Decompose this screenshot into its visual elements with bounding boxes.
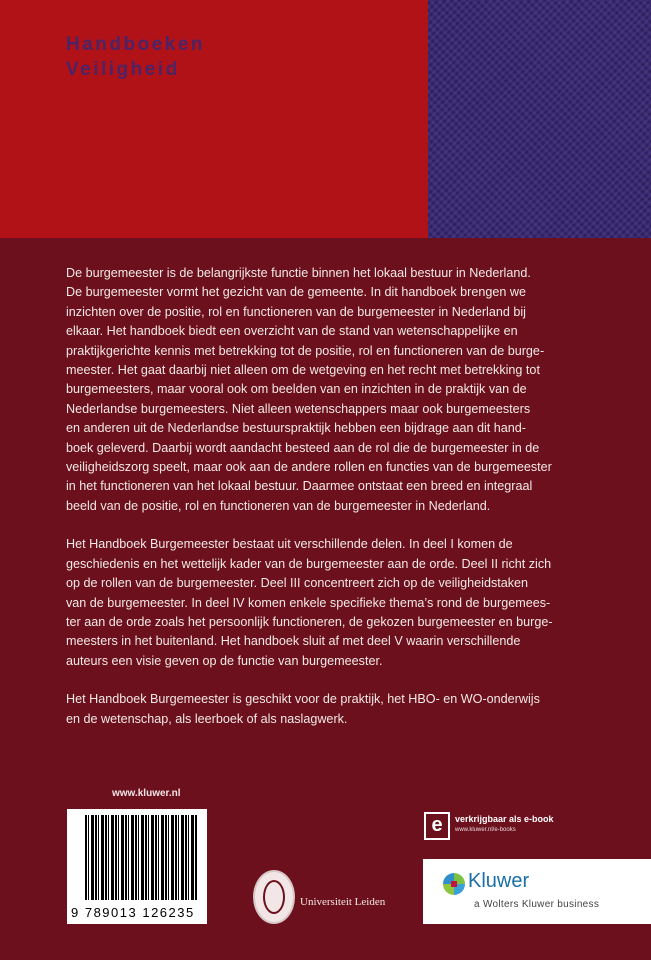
blurb-line: en de wetenschap, als leerboek of als naslagwerk. (66, 711, 348, 726)
cover-pattern-image (428, 0, 651, 238)
blurb-line: van de burgemeester. In deel IV komen enkele specifieke thema’s rond de burgemees- (66, 595, 551, 610)
blurb-line: in het functioneren van het lokaal bestuur. Daarmee ontstaat een breed en integraal (66, 479, 533, 494)
university-seal-icon (253, 870, 295, 924)
blurb-line: Nederlandse burgemeesters. Niet alleen wetenschappers maar ook burgemeesters (66, 401, 531, 416)
publisher-name: Kluwer (468, 870, 530, 892)
blurb-line: meesters in het buitenland. Het handboek sluit af met deel V waarin verschillende (66, 634, 521, 649)
blurb-line: en anderen uit de Nederlandse bestuurspraktijk hebben een bijdrage aan dit hand- (66, 421, 526, 436)
blurb-line: meester. Het gaat daarbij niet alleen om de wetgeving en het recht met betrekking tot (66, 363, 540, 378)
blurb-line: Het Handboek Burgemeester is geschikt voor de praktijk, het HBO- en WO-onderwijs (66, 692, 540, 707)
blurb-text (66, 264, 606, 748)
ebook-url: www.kluwer.nl/e-books (455, 827, 516, 833)
blurb-line: veiligheidszorg speelt, maar ook aan de andere rollen en functies van de burgemeester (66, 460, 552, 475)
blurb-paragraph (66, 690, 606, 729)
isbn-number: 9 789013 126235 (71, 905, 195, 920)
barcode-bars (85, 815, 197, 900)
blurb-line: burgemeesters, maar vooral ook om beelden van en inzichten in de praktijk van de (66, 382, 527, 397)
blurb-line: inzichten over de positie, rol en functioneren van de burgemeester in Nederland bij (66, 304, 526, 319)
kluwer-logo-icon (443, 873, 465, 895)
ebook-icon: e (424, 812, 450, 840)
university-name: Universiteit Leiden (300, 896, 386, 908)
blurb-line: auteurs een visie geven op de functie van burgemeester. (66, 653, 383, 668)
blurb-paragraph (66, 535, 606, 671)
blurb-line: op de rollen van de burgemeester. Deel III concentreert zich op de veiligheidstaken (66, 576, 529, 591)
series-title (66, 32, 205, 82)
blurb-line: elkaar. Het handboek biedt een overzicht van de stand van wetenschappelijke en (66, 324, 518, 339)
blurb-line: De burgemeester vormt het gezicht van de gemeente. In dit handboek brengen we (66, 285, 526, 300)
series-title-line: Handboeken (66, 34, 206, 55)
isbn-barcode (67, 809, 207, 924)
blurb-line: beeld van de positie, rol en functioneren van de burgemeester in Nederland. (66, 498, 491, 513)
blurb-line: boek geleverd. Daarbij wordt aandacht besteed aan de rol die de burgemeester in de (66, 440, 540, 455)
blurb-line: geschiedenis en het wettelijk kader van de burgemeester aan de orde. Deel II richt zich (66, 556, 552, 571)
blurb-line: ter aan de orde zoals het persoonlijk functioneren, de gekozen burgemeester en burge- (66, 614, 553, 629)
blurb-line: De burgemeester is de belangrijkste functie binnen het lokaal bestuur in Nederland. (66, 266, 531, 280)
publisher-subtitle: a Wolters Kluwer business (474, 899, 600, 910)
publisher-logo (423, 859, 651, 924)
blurb-line: Het Handboek Burgemeester bestaat uit verschillende delen. In deel I komen de (66, 537, 513, 552)
blurb-paragraph (66, 264, 606, 516)
ebook-label: verkrijgbaar als e-book (455, 814, 554, 824)
blurb-line: praktijkgerichte kennis met betrekking tot de positie, rol en functioneren van de burge- (66, 343, 545, 358)
publisher-url: www.kluwer.nl (112, 788, 181, 799)
series-title-line: Veiligheid (66, 59, 180, 80)
